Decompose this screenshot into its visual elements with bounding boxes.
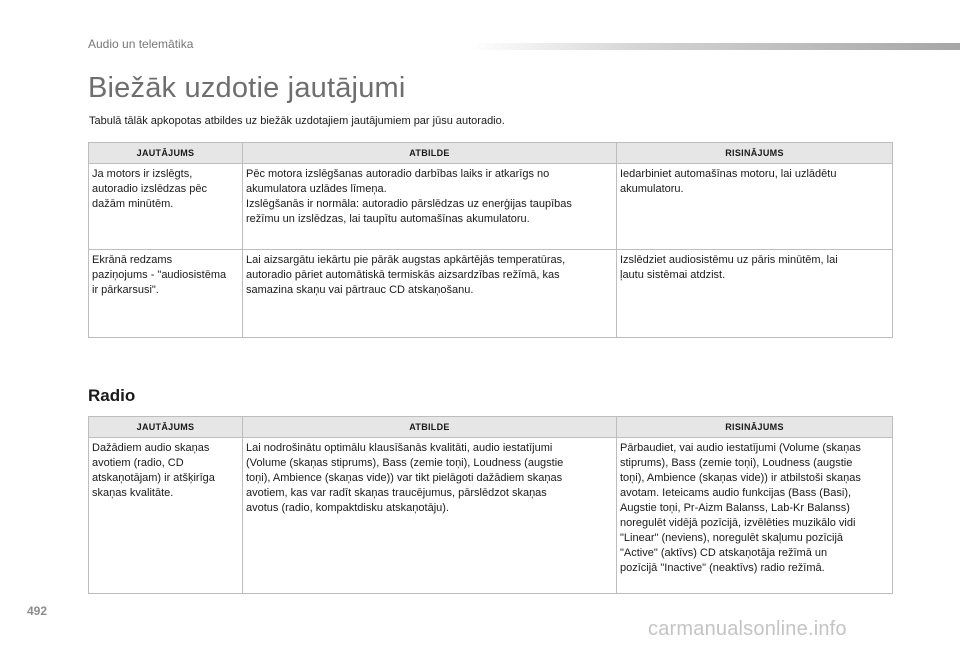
- solution-cell: [617, 164, 893, 250]
- section-header: Audio un telemātika: [88, 37, 194, 51]
- radio-faq-table: [88, 416, 893, 594]
- solution-cell: [617, 250, 893, 338]
- watermark: carmanualsonline.info: [648, 618, 847, 640]
- cell-line: autoradio pāriet automātiskā termiskās aizsardzības režīmā, kas: [246, 269, 560, 281]
- cell-line: Iedarbiniet automašīnas motoru, lai uzlādētu: [620, 168, 837, 180]
- cell-line: Ja motors ir izslēgts,: [92, 168, 193, 180]
- table-row: [89, 438, 893, 594]
- question-cell: [89, 250, 243, 338]
- faq-table: [88, 142, 893, 338]
- cell-line: Augstie toņi, Pr-Aizm Balanss, Lab-Kr Balanss): [620, 502, 850, 514]
- cell-line: samazina skaņu vai pārtrauc CD atskaņošanu.: [246, 284, 474, 296]
- cell-line: pozīcijā "Inactive" (neaktīvs) radio režīmā.: [620, 562, 825, 574]
- cell-line: toņi), Ambience (skaņas vide)) var tikt pielāgoti dažādiem skaņas: [246, 472, 563, 484]
- cell-line: Izslēgšanās ir normāla: autoradio pārslēdzas uz enerģijas taupības: [246, 198, 572, 210]
- cell-line: "Linear" (neviens), noregulēt skaļumu pozīcijā: [620, 532, 844, 544]
- answer-cell: [243, 438, 617, 594]
- question-cell: [89, 164, 243, 250]
- cell-line: stiprums), Bass (zemie toņi), Loudness (augstie: [620, 457, 853, 469]
- cell-line: "Active" (aktīvs) CD atskaņotāja režīmā un: [620, 547, 828, 559]
- table-row: [89, 250, 893, 338]
- cell-line: ir pārkarsusi".: [92, 284, 159, 296]
- cell-line: toņi), Ambience (skaņas vide)) ir atbilstoši skaņas: [620, 472, 861, 484]
- cell-line: atskaņotājam) ir atšķirīga: [92, 472, 215, 484]
- page-number: 492: [27, 604, 48, 618]
- question-cell: [89, 438, 243, 594]
- cell-line: ļautu sistēmai atdzist.: [620, 269, 726, 281]
- cell-line: autoradio izslēdzas pēc: [92, 183, 207, 195]
- answer-cell: [243, 250, 617, 338]
- cell-line: Ekrānā redzams: [92, 254, 173, 266]
- page-title: Biežāk uzdotie jautājumi: [88, 72, 406, 104]
- table-row: [89, 164, 893, 250]
- cell-line: Pēc motora izslēgšanas autoradio darbības laiks ir atkarīgs no: [246, 168, 550, 180]
- cell-line: Lai aizsargātu iekārtu pie pārāk augstas apkārtējās temperatūras,: [246, 254, 566, 266]
- cell-line: Lai nodrošinātu optimālu klausīšanās kvalitāti, audio iestatījumi: [246, 442, 553, 454]
- cell-line: Pārbaudiet, vai audio iestatījumi (Volume (skaņas: [620, 442, 861, 454]
- column-header-question: JAUTĀJUMS: [89, 143, 243, 164]
- intro-text: Tabulā tālāk apkopotas atbildes uz biežāk uzdotajiem jautājumiem par jūsu autoradio.: [89, 115, 505, 127]
- cell-line: avotiem (radio, CD: [92, 457, 184, 469]
- cell-line: akumulatoru.: [620, 183, 684, 195]
- cell-line: režīmu un izslēdzas, lai taupītu automašīnas akumulatoru.: [246, 213, 530, 225]
- cell-line: avotiem, kas var radīt skaņas traucējumus, pārslēdzot skaņas: [246, 487, 547, 499]
- column-header-answer: ATBILDE: [243, 417, 617, 438]
- cell-line: noregulēt vidējā pozīcijā, izvēlēties muzikālo vidi: [620, 517, 856, 529]
- column-header-solution: RISINĀJUMS: [617, 143, 893, 164]
- cell-line: Izslēdziet audiosistēmu uz pāris minūtēm, lai: [620, 254, 838, 266]
- answer-cell: [243, 164, 617, 250]
- column-header-question: JAUTĀJUMS: [89, 417, 243, 438]
- table-header-row: [89, 417, 893, 438]
- radio-heading: Radio: [88, 386, 136, 405]
- cell-line: avotam. Ieteicams audio funkcijas (Bass (Basi),: [620, 487, 852, 499]
- cell-line: Dažādiem audio skaņas: [92, 442, 210, 454]
- column-header-answer: ATBILDE: [243, 143, 617, 164]
- header-gradient-bar: [470, 43, 960, 50]
- cell-line: (Volume (skaņas stiprums), Bass (zemie toņi), Loudness (augstie: [246, 457, 564, 469]
- cell-line: dažām minūtēm.: [92, 198, 174, 210]
- cell-line: paziņojums - "audiosistēma: [92, 269, 227, 281]
- column-header-solution: RISINĀJUMS: [617, 417, 893, 438]
- cell-line: akumulatora uzlādes līmeņa.: [246, 183, 387, 195]
- cell-line: avotus (radio, kompaktdisku atskaņotāju).: [246, 502, 449, 514]
- solution-cell: [617, 438, 893, 594]
- table-header-row: [89, 143, 893, 164]
- cell-line: skaņas kvalitāte.: [92, 487, 174, 499]
